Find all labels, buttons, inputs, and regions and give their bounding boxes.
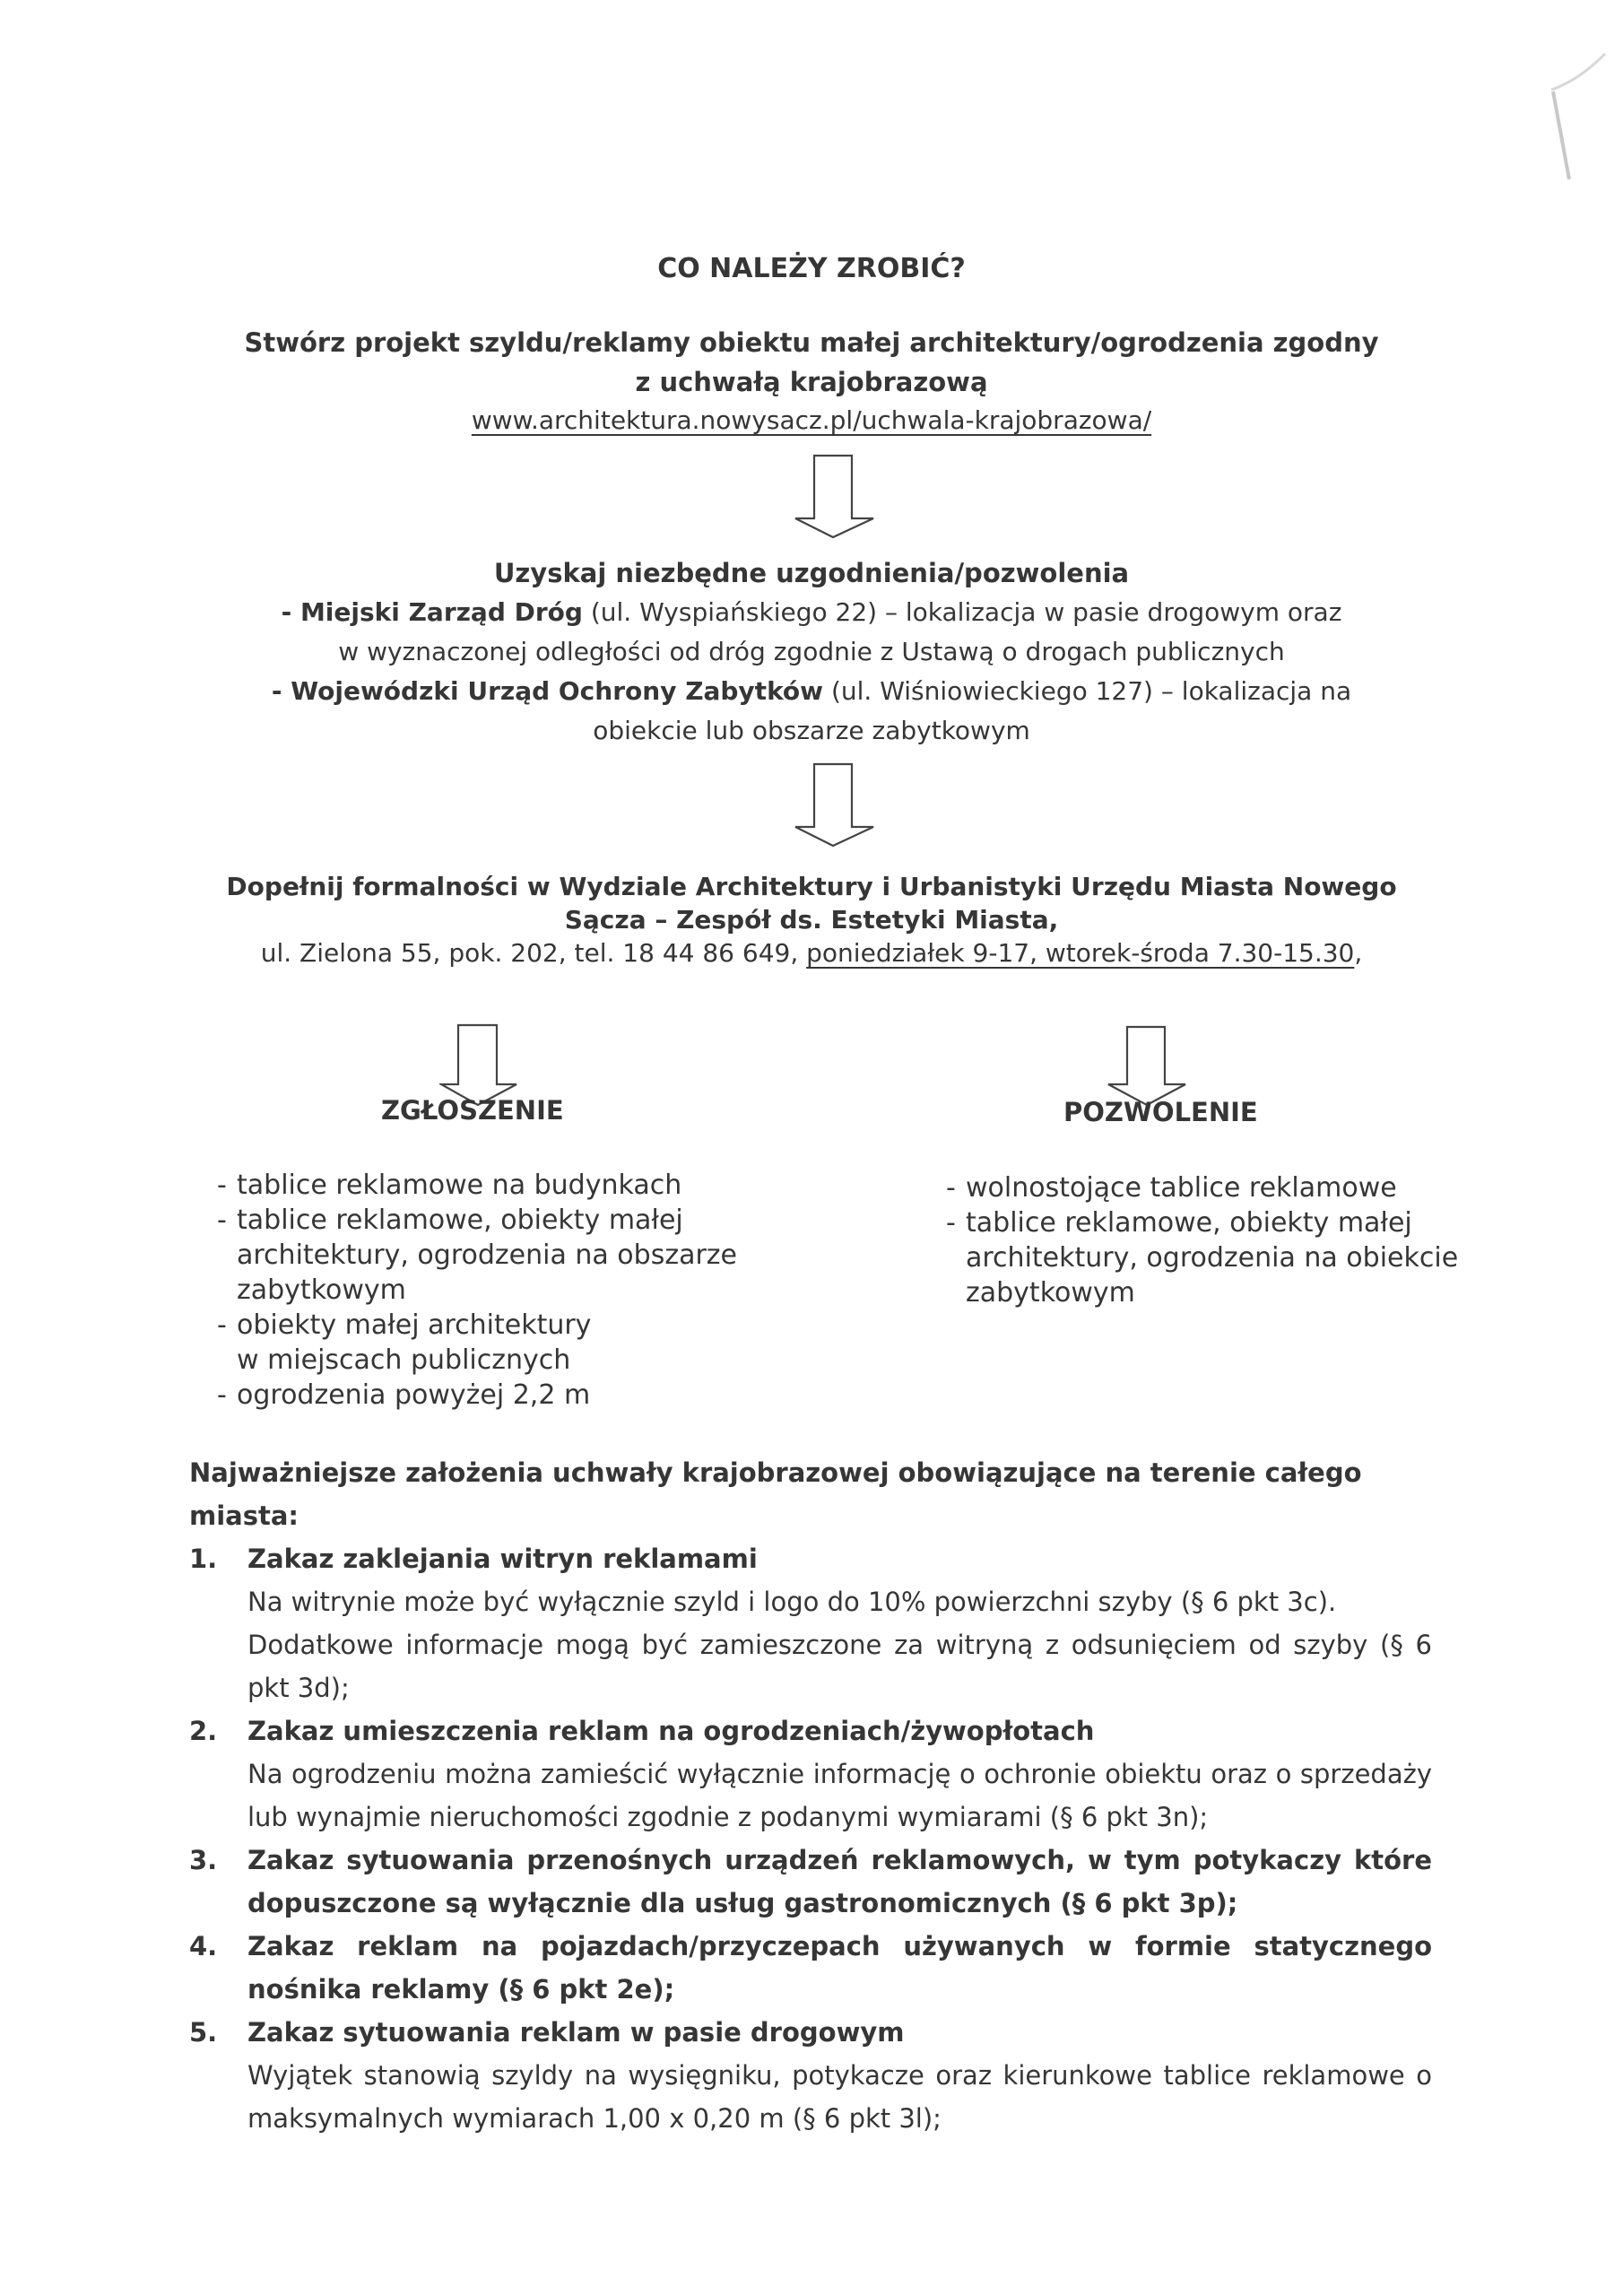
down-arrow-icon	[793, 454, 877, 540]
zgloszenie-list	[217, 1168, 737, 1413]
office-address: ul. Zielona 55, pok. 202, tel. 18 44 86 649,	[260, 938, 807, 968]
rule-description: Dodatkowe informacje mogą być zamieszczone za witryną z odsunięciem od szyby (§ 6 pkt 3d);	[247, 1630, 1432, 1703]
rule-heading: Zakaz umieszczenia reklam na ogrodzeniach/żywopłotach	[247, 1716, 1095, 1746]
step2-heading: Uzyskaj niezbędne uzgodnienia/pozwolenia	[493, 558, 1130, 588]
rule-description: Na witrynie może być wyłącznie szyld i logo do 10% powierzchni szyby (§ 6 pkt 3c).	[247, 1587, 1337, 1617]
rule-heading: Zakaz sytuowania przenośnych urządzeń reklamowych, w tym potykaczy które dopuszczone są wyłącznie dla usług gastronomicznych (§ 6 pkt 3p);	[247, 1845, 1432, 1918]
step1-line-1: Stwórz projekt szyldu/reklamy obiektu małej architektury/ogrodzenia zgodny	[244, 327, 1379, 358]
office-hours: poniedziałek 9-17, wtorek-środa 7.30-15.30	[806, 938, 1355, 968]
rule-heading: Zakaz reklam na pojazdach/przyczepach używanych w formie statycznego nośnika reklamy (§ 6 pkt 2e);	[247, 1931, 1432, 2005]
list-item: - tablice reklamowe na budynkach	[217, 1170, 682, 1201]
step3-address: ul. Zielona 55, pok. 202, tel. 18 44 86 649, poniedziałek 9-17, wtorek-środa 7.30-15.30,	[260, 938, 1363, 968]
down-arrow-icon	[793, 762, 877, 848]
monuments-authority-name: - Wojewódzki Urząd Ochrony Zabytków	[271, 676, 824, 706]
step1-link-wrap	[0, 405, 1623, 435]
rule-heading: Zakaz sytuowania reklam w pasie drogowym	[247, 2017, 905, 2048]
step3-line-1: Dopełnij formalności w Wydziale Architektury i Urbanistyki Urzędu Miasta Nowego	[226, 872, 1397, 901]
step2-item-roads	[0, 597, 1623, 627]
list-item: - ogrodzenia powyżej 2,2 m	[217, 1379, 591, 1411]
pozwolenie-list	[946, 1170, 1458, 1310]
step3-line-2: Sącza – Zespół ds. Estetyki Miasta,	[564, 905, 1059, 935]
rule-item-5: 5. Zakaz sytuowania reklam w pasie drogowym Wyjątek stanowią szyldy na wysięgniku, potykacze oraz kierunkowe tablice reklamowe o maksymalnych wymiarach 1,00 x 0,20 m (§ 6 pkt 3l);	[189, 2011, 1432, 2140]
pozwolenie-heading: POZWOLENIE	[1063, 1097, 1258, 1127]
resolution-rules	[189, 1451, 1432, 2140]
roads-authority-name: - Miejski Zarząd Dróg	[281, 597, 583, 627]
roads-authority-detail: (ul. Wyspiańskiego 22) – lokalizacja w pasie drogowym oraz	[582, 597, 1342, 627]
rule-description: Na ogrodzeniu można zamieścić wyłącznie informację o ochronie obiektu oraz o sprzedaży lub wynajmie nieruchomości zgodnie z podanymi wymiarami (§ 6 pkt 3n);	[247, 1759, 1432, 1832]
rule-description: Wyjątek stanowią szyldy na wysięgniku, potykacze oraz kierunkowe tablice reklamowe o maksymalnych wymiarach 1,00 x 0,20 m (§ 6 pkt 3l);	[247, 2060, 1432, 2134]
resolution-link[interactable]: www.architektura.nowysacz.pl/uchwala-krajobrazowa/	[471, 405, 1152, 435]
scan-artifact-mark	[1542, 27, 1623, 206]
rules-intro: Najważniejsze założenia uchwały krajobrazowej obowiązujące na terenie całego miasta:	[189, 1457, 1362, 1531]
step1-line-2: z uchwałą krajobrazową	[635, 367, 988, 397]
page-title: CO NALEŻY ZROBIĆ?	[657, 253, 966, 284]
step2-item-monuments-cont: obiekcie lub obszarze zabytkowym	[593, 716, 1030, 745]
monuments-authority-detail: (ul. Wiśniowieckiego 127) – lokalizacja na	[823, 676, 1352, 706]
list-item: - tablice reklamowe, obiekty małej architektury, ogrodzenia na obiekcie zabytkowym	[946, 1207, 1459, 1309]
list-item: - wolnostojące tablice reklamowe	[946, 1172, 1397, 1204]
rule-item-3: 3. Zakaz sytuowania przenośnych urządzeń reklamowych, w tym potykaczy które dopuszczone są wyłącznie dla usług gastronomicznych (§ 6 pkt 3p);	[189, 1839, 1432, 1925]
rule-item-1: 1. Zakaz zaklejania witryn reklamami Na witrynie może być wyłącznie szyld i logo do 10% powierzchni szyby (§ 6 pkt 3c). Dodatkowe informacje mogą być zamieszczone za witryną z odsunięciem od szyby (§ 6 pkt 3d);	[189, 1537, 1432, 1709]
list-item: - obiekty małej architektury w miejscach publicznych	[217, 1309, 592, 1376]
step2-item-roads-cont: w wyznaczonej odległości od dróg zgodnie z Ustawą o drogach publicznych	[338, 637, 1285, 666]
list-item: - tablice reklamowe, obiekty małej architektury, ogrodzenia na obszarze zabytkowym	[217, 1205, 738, 1306]
rule-item-4: 4. Zakaz reklam na pojazdach/przyczepach używanych w formie statycznego nośnika reklamy (§ 6 pkt 2e);	[189, 1925, 1432, 2011]
rule-item-2: 2. Zakaz umieszczenia reklam na ogrodzeniach/żywopłotach Na ogrodzeniu można zamieścić wyłącznie informację o ochronie obiektu oraz o sprzedaży lub wynajmie nieruchomości zgodnie z podanymi wymiarami (§ 6 pkt 3n);	[189, 1709, 1432, 1839]
rule-heading: Zakaz zaklejania witryn reklamami	[247, 1544, 758, 1574]
zgloszenie-heading: ZGŁOSZENIE	[381, 1095, 564, 1126]
step2-item-monuments	[0, 676, 1623, 706]
